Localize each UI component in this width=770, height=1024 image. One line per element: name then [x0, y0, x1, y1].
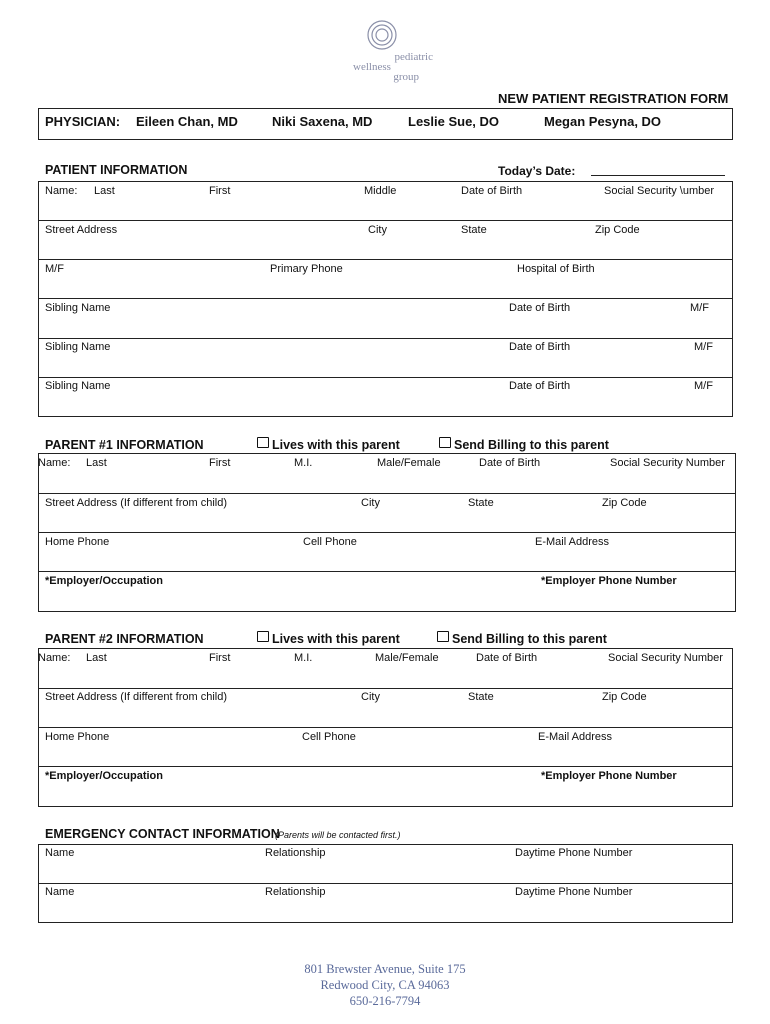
sibling-dob-field[interactable]: Date of Birth — [509, 380, 571, 392]
sex-field[interactable]: M/F — [45, 263, 64, 275]
emergency-phone-field[interactable]: Daytime Phone Number — [515, 886, 633, 898]
first-name-field[interactable]: First — [209, 457, 231, 469]
ssn-field[interactable]: Social Security Number — [608, 652, 723, 664]
last-name-field[interactable]: Last — [86, 652, 107, 664]
todays-date-label: Today’s Date: — [498, 164, 576, 178]
employer-phone-field[interactable]: *Employer Phone Number — [541, 770, 677, 782]
row-divider — [38, 883, 733, 884]
footer-street: 801 Brewster Avenue, Suite 175 — [304, 962, 466, 976]
first-name-field[interactable]: First — [209, 652, 231, 664]
name-field[interactable]: Name: — [38, 652, 71, 664]
street-address-field[interactable]: Street Address — [45, 224, 118, 236]
emergency-note: (Parents will be contacted first.) — [275, 830, 401, 840]
emergency-relationship-field[interactable]: Relationship — [265, 847, 326, 859]
row-divider — [38, 727, 733, 728]
employer-phone-field[interactable]: *Employer Phone Number — [541, 575, 677, 587]
zip-field[interactable]: Zip Code — [602, 497, 647, 509]
row-divider — [38, 220, 733, 221]
logo-line-1: pediatric — [394, 51, 433, 63]
middle-name-field[interactable]: Middle — [364, 185, 397, 197]
physician-name[interactable]: Leslie Sue, DO — [408, 114, 500, 129]
mi-field[interactable]: M.I. — [294, 457, 313, 469]
physician-name[interactable]: Eileen Chan, MD — [136, 114, 238, 129]
employer-field[interactable]: *Employer/Occupation — [45, 575, 163, 587]
emergency-heading: EMERGENCY CONTACT INFORMATION — [45, 827, 280, 841]
mi-field[interactable]: M.I. — [294, 652, 313, 664]
physician-name[interactable]: Niki Saxena, MD — [272, 114, 373, 129]
email-field[interactable]: E-Mail Address — [535, 536, 609, 548]
logo-text — [353, 52, 433, 82]
parent1-send-billing-checkbox[interactable] — [439, 437, 451, 448]
parent1-lives-with-checkbox[interactable] — [257, 437, 269, 448]
cell-phone-field[interactable]: Cell Phone — [303, 536, 357, 548]
parent1-lives-with-label: Lives with this parent — [272, 438, 400, 452]
state-field[interactable]: State — [468, 497, 494, 509]
sibling-sex-field[interactable]: M/F — [694, 341, 713, 353]
last-name-field[interactable]: Last — [86, 457, 107, 469]
emergency-name-field[interactable]: Name — [45, 847, 75, 859]
first-name-field[interactable]: First — [209, 185, 231, 197]
row-divider — [38, 298, 733, 299]
row-divider — [38, 532, 736, 533]
row-divider — [38, 571, 736, 572]
cell-phone-field[interactable]: Cell Phone — [302, 731, 356, 743]
sibling-dob-field[interactable]: Date of Birth — [509, 302, 571, 314]
practice-logo — [345, 18, 435, 93]
logo-line-3: group — [393, 71, 419, 83]
sibling-name-field[interactable]: Sibling Name — [45, 380, 111, 392]
home-phone-field[interactable]: Home Phone — [45, 536, 110, 548]
home-phone-field[interactable]: Home Phone — [45, 731, 110, 743]
state-field[interactable]: State — [468, 691, 494, 703]
dob-field[interactable]: Date of Birth — [479, 457, 541, 469]
row-divider — [38, 766, 733, 767]
physician-label: PHYSICIAN: — [45, 114, 121, 129]
email-field[interactable]: E-Mail Address — [538, 731, 612, 743]
zip-field[interactable]: Zip Code — [595, 224, 640, 236]
emergency-name-field[interactable]: Name — [45, 886, 75, 898]
city-field[interactable]: City — [361, 691, 380, 703]
name-field[interactable]: Name: — [45, 185, 78, 197]
emergency-phone-field[interactable]: Daytime Phone Number — [515, 847, 633, 859]
city-field[interactable]: City — [368, 224, 387, 236]
patient-info-heading: PATIENT INFORMATION — [45, 163, 188, 177]
name-field[interactable]: Name: — [38, 457, 71, 469]
state-field[interactable]: State — [461, 224, 487, 236]
parent2-heading: PARENT #2 INFORMATION — [45, 632, 204, 646]
row-divider — [38, 338, 733, 339]
last-name-field[interactable]: Last — [94, 185, 115, 197]
city-field[interactable]: City — [361, 497, 380, 509]
footer-address — [0, 961, 770, 1009]
parent2-send-billing-label: Send Billing to this parent — [452, 632, 607, 646]
parent1-send-billing-label: Send Billing to this parent — [454, 438, 609, 452]
patient-info-box — [38, 181, 733, 417]
todays-date-field[interactable] — [591, 175, 725, 176]
dob-field[interactable]: Date of Birth — [476, 652, 538, 664]
footer-city: Redwood City, CA 94063 — [320, 978, 450, 992]
sibling-dob-field[interactable]: Date of Birth — [509, 341, 571, 353]
row-divider — [38, 688, 733, 689]
parent1-heading: PARENT #1 INFORMATION — [45, 438, 204, 452]
form-title: NEW PATIENT REGISTRATION FORM — [498, 91, 729, 106]
footer-phone: 650-216-7794 — [349, 994, 421, 1008]
parent2-lives-with-label: Lives with this parent — [272, 632, 400, 646]
hospital-of-birth-field[interactable]: Hospital of Birth — [517, 263, 595, 275]
physician-name[interactable]: Megan Pesyna, DO — [544, 114, 662, 129]
employer-field[interactable]: *Employer/Occupation — [45, 770, 163, 782]
ssn-field[interactable]: Social Security \umber — [604, 185, 715, 197]
sex-field[interactable]: Male/Female — [375, 652, 439, 664]
parent2-send-billing-checkbox[interactable] — [437, 631, 449, 642]
street-address-field[interactable]: Street Address (If different from child) — [45, 691, 227, 703]
row-divider — [38, 259, 733, 260]
parent2-lives-with-checkbox[interactable] — [257, 631, 269, 642]
primary-phone-field[interactable]: Primary Phone — [270, 263, 343, 275]
sibling-sex-field[interactable]: M/F — [690, 302, 709, 314]
street-address-field[interactable]: Street Address (If different from child) — [45, 497, 227, 509]
sibling-sex-field[interactable]: M/F — [694, 380, 713, 392]
logo-line-2: wellness — [353, 61, 391, 73]
sex-field[interactable]: Male/Female — [377, 457, 441, 469]
sibling-name-field[interactable]: Sibling Name — [45, 302, 111, 314]
dob-field[interactable]: Date of Birth — [461, 185, 523, 197]
ssn-field[interactable]: Social Security Number — [610, 457, 725, 469]
emergency-relationship-field[interactable]: Relationship — [265, 886, 326, 898]
row-divider — [38, 493, 736, 494]
sibling-name-field[interactable]: Sibling Name — [45, 341, 111, 353]
row-divider — [38, 377, 733, 378]
zip-field[interactable]: Zip Code — [602, 691, 647, 703]
